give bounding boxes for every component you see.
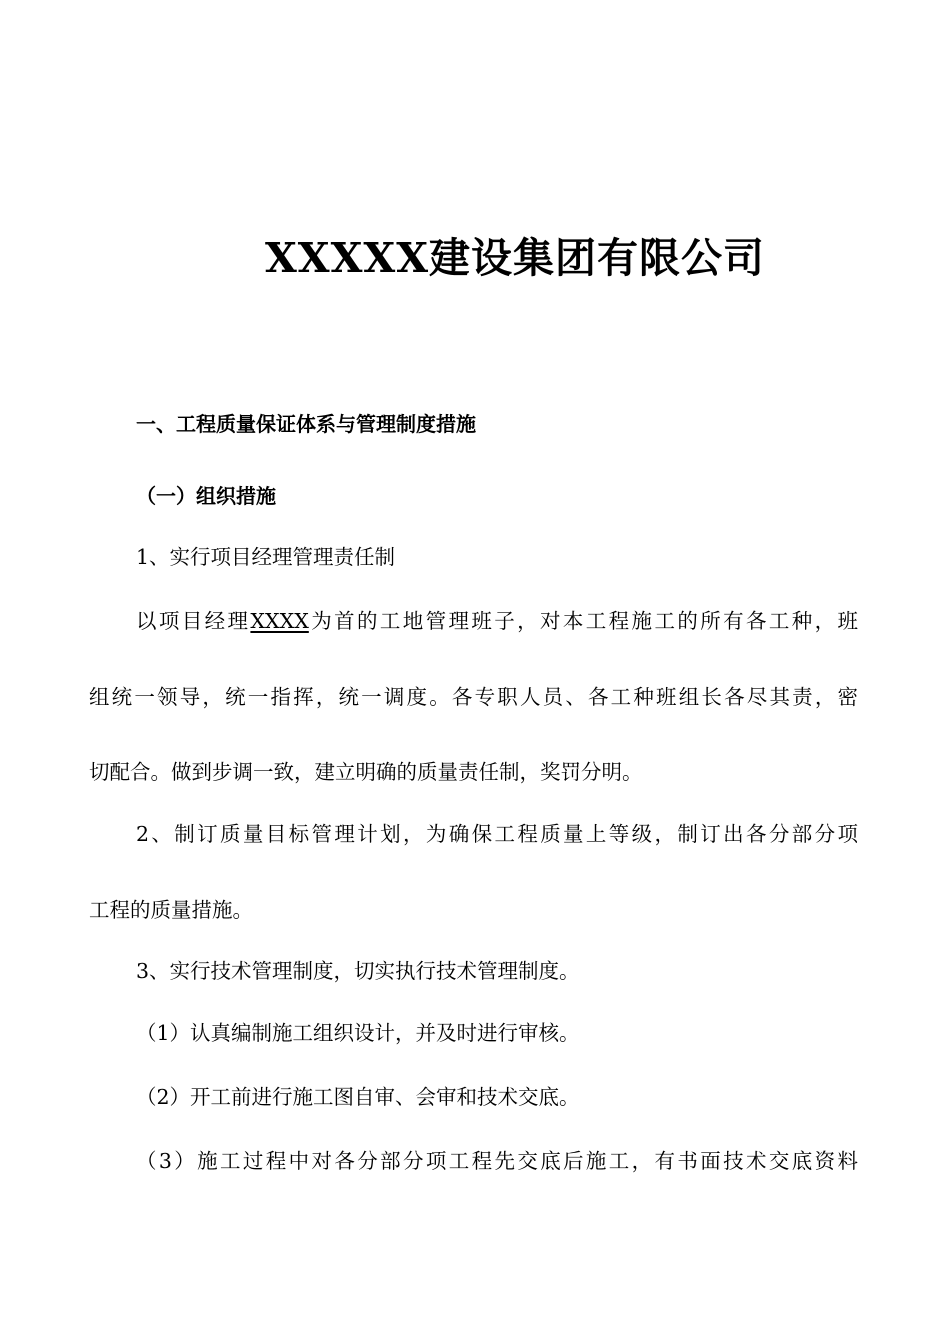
p1-suffix: 为首的工地管理班子，对本工程施工的所有各工种，班 [308, 609, 859, 633]
project-manager-name: XXXX [250, 609, 309, 633]
paragraph1-line3: 切配合。做到步调一致，建立明确的质量责任制，奖罚分明。 [89, 760, 643, 784]
section-heading: 一、工程质量保证体系与管理制度措施 [136, 412, 476, 436]
company-title: XXXXX建设集团有限公司 [264, 234, 766, 282]
item1-heading: 1、实行项目经理管理责任制 [136, 545, 396, 569]
paragraph2-line1: 2、制订质量目标管理计划，为确保工程质量上等级，制订出各分部分项 [136, 822, 858, 846]
p1-prefix: 以项目经理 [136, 609, 251, 633]
paragraph1-line1 [136, 607, 858, 635]
paragraph2-line2: 工程的质量措施。 [89, 898, 253, 922]
subsection-heading: （一）组织措施 [136, 484, 276, 508]
paragraph3-line1: 3、实行技术管理制度，切实执行技术管理制度。 [136, 959, 580, 983]
sub-item-1: （1）认真编制施工组织设计，并及时进行审核。 [136, 1021, 580, 1045]
sub-item-3: （3）施工过程中对各分部分项工程先交底后施工，有书面技术交底资料 [136, 1149, 858, 1173]
sub-item-2: （2）开工前进行施工图自审、会审和技术交底。 [136, 1085, 580, 1109]
paragraph1-line2: 组统一领导，统一指挥，统一调度。各专职人员、各工种班组长各尽其责，密 [89, 685, 858, 709]
